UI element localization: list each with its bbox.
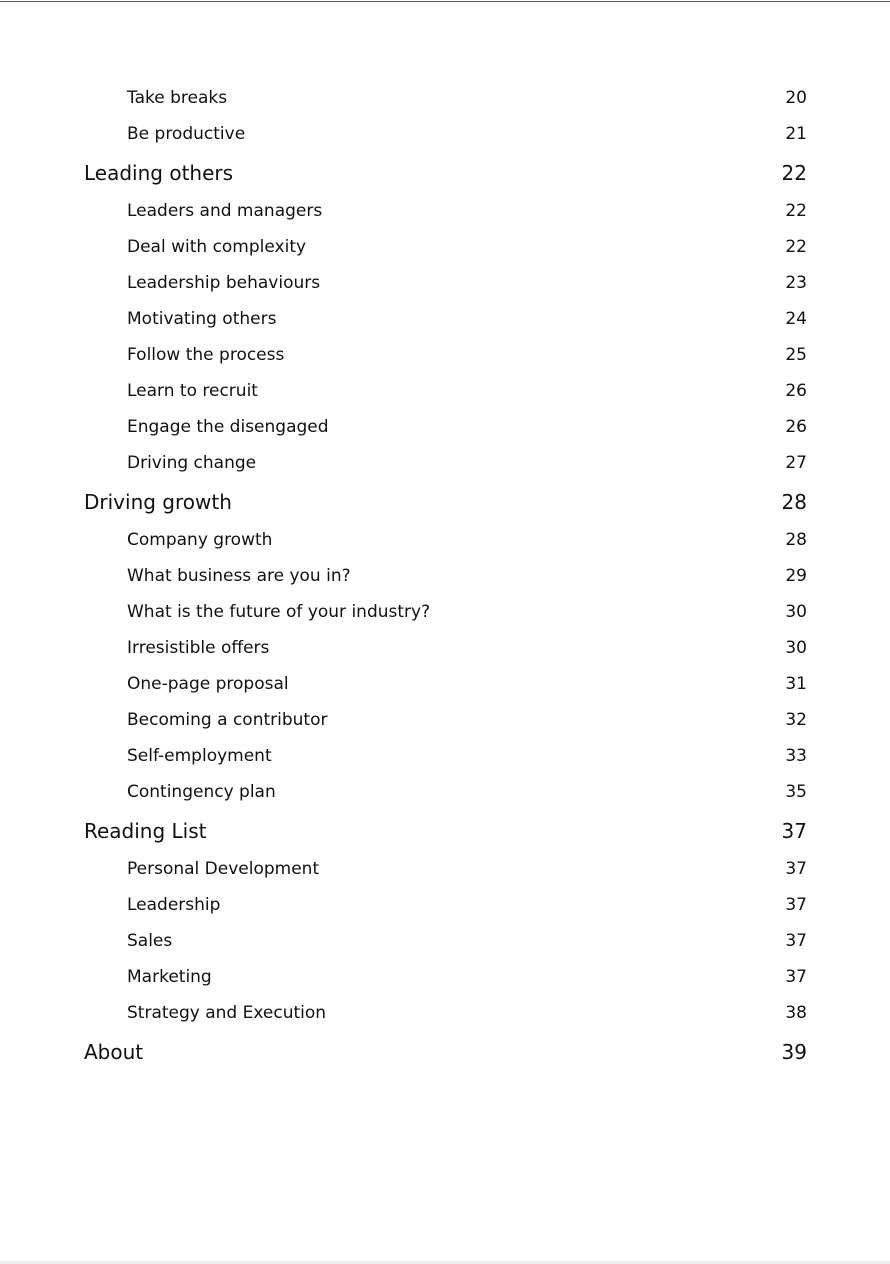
toc-entry-page-number: 20 — [785, 88, 807, 108]
toc-entry-title: Irresistible offers — [127, 638, 270, 658]
toc-section-entry[interactable] — [84, 959, 807, 995]
toc-section-entry[interactable] — [84, 373, 807, 409]
toc-section-entry[interactable] — [84, 995, 807, 1031]
toc-entry-title: Sales — [127, 931, 173, 951]
top-rule — [0, 1, 890, 2]
toc-entry-page-number: 33 — [785, 746, 807, 766]
toc-entry-page-number: 37 — [785, 967, 807, 987]
toc-chapter-entry[interactable] — [84, 152, 807, 193]
toc-entry-page-number: 23 — [785, 273, 807, 293]
toc-entry-page-number: 30 — [785, 602, 807, 622]
toc-chapter-entry[interactable] — [84, 1031, 807, 1072]
toc-section-entry[interactable] — [84, 594, 807, 630]
toc-entry-title: Self-employment — [127, 746, 272, 766]
toc-section-entry[interactable] — [84, 193, 807, 229]
toc-entry-title: Deal with complexity — [127, 237, 307, 257]
toc-section-entry[interactable] — [84, 923, 807, 959]
toc-entry-title: Strategy and Execution — [127, 1003, 327, 1023]
toc-chapter-entry[interactable] — [84, 481, 807, 522]
toc-entry-title: Be productive — [127, 124, 246, 144]
toc-entry-page-number: 22 — [781, 160, 807, 185]
toc-entry-title: Leaders and managers — [127, 201, 323, 221]
toc-entry-page-number: 31 — [785, 674, 807, 694]
toc-entry-page-number: 39 — [781, 1039, 807, 1064]
toc-entry-page-number: 21 — [785, 124, 807, 144]
toc-section-entry[interactable] — [84, 887, 807, 923]
toc-entry-page-number: 38 — [785, 1003, 807, 1023]
toc-entry-page-number: 27 — [785, 453, 807, 473]
toc-chapter-entry[interactable] — [84, 810, 807, 851]
toc-entry-title: Driving change — [127, 453, 257, 473]
toc-section-entry[interactable] — [84, 409, 807, 445]
toc-entry-page-number: 30 — [785, 638, 807, 658]
toc-section-entry[interactable] — [84, 774, 807, 810]
toc-entry-title: Leading others — [84, 160, 234, 185]
toc-entry-title: Marketing — [127, 967, 212, 987]
toc-entry-title: Personal Development — [127, 859, 320, 879]
toc-entry-title: Driving growth — [84, 489, 232, 514]
toc-entry-title: Follow the process — [127, 345, 285, 365]
toc-section-entry[interactable] — [84, 558, 807, 594]
toc-section-entry[interactable] — [84, 666, 807, 702]
toc-section-entry[interactable] — [84, 851, 807, 887]
toc-section-entry[interactable] — [84, 229, 807, 265]
toc-section-entry[interactable] — [84, 265, 807, 301]
toc-entry-page-number: 32 — [785, 710, 807, 730]
toc-entry-title: Learn to recruit — [127, 381, 258, 401]
toc-entry-title: What business are you in? — [127, 566, 351, 586]
toc-entry-page-number: 29 — [785, 566, 807, 586]
toc-section-entry[interactable] — [84, 445, 807, 481]
toc-entry-title: Leadership — [127, 895, 221, 915]
toc-entry-page-number: 28 — [785, 530, 807, 550]
toc-section-entry[interactable] — [84, 630, 807, 666]
toc-entry-title: Becoming a contributor — [127, 710, 328, 730]
toc-entry-page-number: 26 — [785, 381, 807, 401]
toc-entry-page-number: 28 — [781, 489, 807, 514]
toc-entry-page-number: 35 — [785, 782, 807, 802]
toc-section-entry[interactable] — [84, 337, 807, 373]
toc-section-entry[interactable] — [84, 522, 807, 558]
toc-entry-page-number: 22 — [785, 201, 807, 221]
toc-entry-title: Contingency plan — [127, 782, 276, 802]
toc-entry-title: One-page proposal — [127, 674, 289, 694]
toc-section-entry[interactable] — [84, 116, 807, 152]
toc-entry-title: About — [84, 1039, 144, 1064]
toc-section-entry[interactable] — [84, 301, 807, 337]
toc-entry-page-number: 24 — [785, 309, 807, 329]
toc-entry-title: Motivating others — [127, 309, 277, 329]
toc-entry-title: Company growth — [127, 530, 273, 550]
toc-entry-page-number: 37 — [785, 895, 807, 915]
toc-entry-title: Engage the disengaged — [127, 417, 329, 437]
toc-entry-title: What is the future of your industry? — [127, 602, 431, 622]
toc-entry-page-number: 37 — [781, 818, 807, 843]
toc-entry-title: Leadership behaviours — [127, 273, 321, 293]
toc-entry-page-number: 22 — [785, 237, 807, 257]
table-of-contents — [84, 80, 807, 1072]
toc-entry-page-number: 37 — [785, 859, 807, 879]
toc-entry-title: Take breaks — [127, 88, 228, 108]
toc-section-entry[interactable] — [84, 80, 807, 116]
toc-entry-title: Reading List — [84, 818, 207, 843]
toc-entry-page-number: 37 — [785, 931, 807, 951]
toc-section-entry[interactable] — [84, 702, 807, 738]
toc-section-entry[interactable] — [84, 738, 807, 774]
toc-entry-page-number: 25 — [785, 345, 807, 365]
toc-entry-page-number: 26 — [785, 417, 807, 437]
